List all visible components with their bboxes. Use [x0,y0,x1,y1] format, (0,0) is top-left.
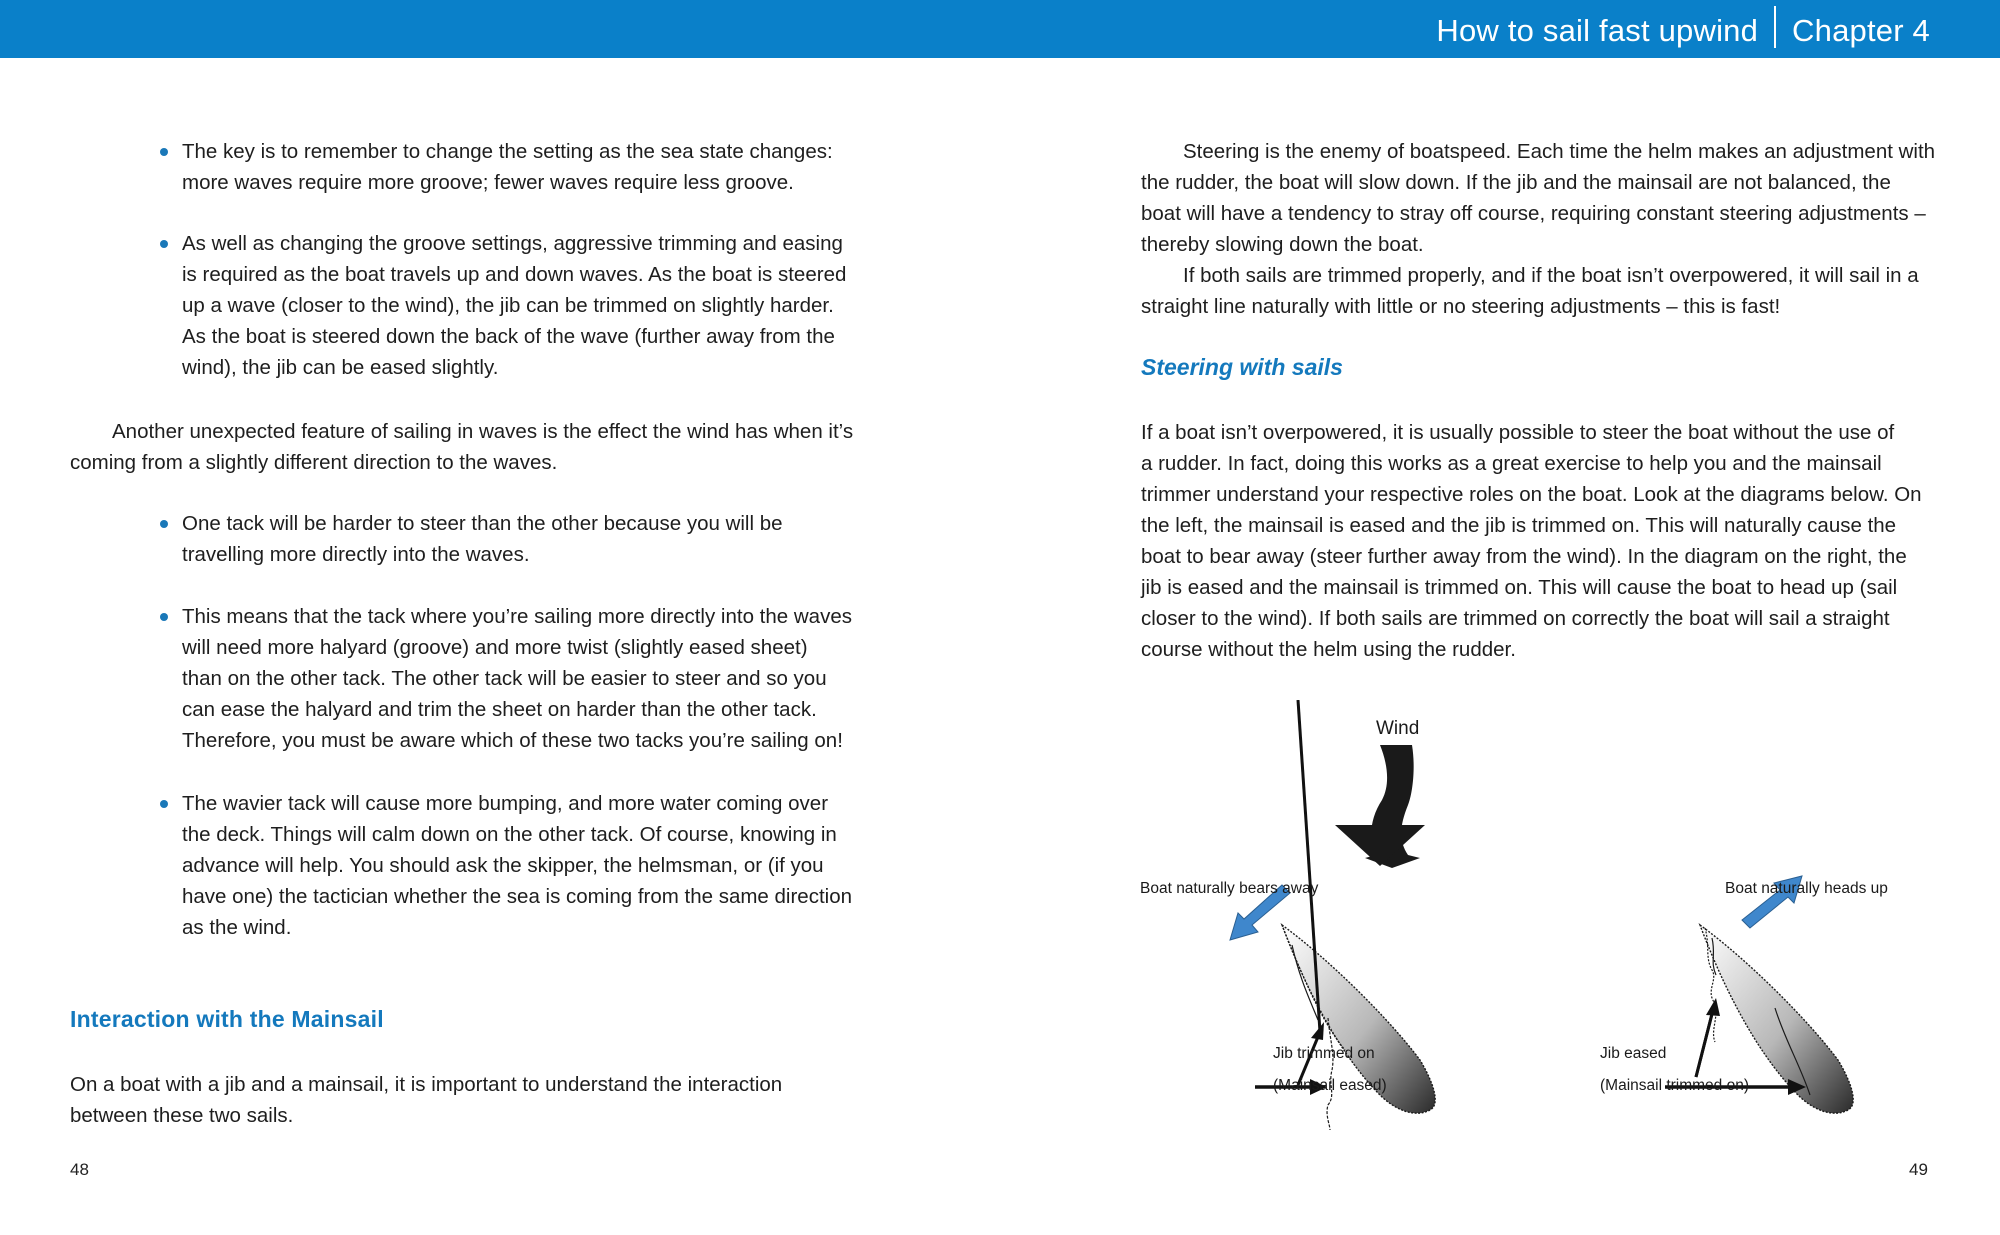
body-paragraph: Another unexpected feature of sailing in waves is the effect the wind has when it’s coming from a slightly different direction to the waves. [70,420,854,474]
wind-arrow-icon [1335,745,1425,868]
mainsail-trimmed-label: (Mainsail trimmed on) [1600,1077,1750,1094]
section-heading: Interaction with the Mainsail [70,1006,384,1032]
section-title: How to sail fast upwind [1436,13,1759,48]
running-header [1436,10,1930,52]
jib-trimmed-label: Jib trimmed on [1273,1045,1375,1062]
bullet-text: As well as changing the groove settings, aggressive trimming and easing is required as the boat travels up and down waves. As the boat is steered up a wave (closer to the wind), the jib can be trimmed on slightly harder. As the boat is steered down the back of the wave (further away from the wind), the jib can be eased slightly. [182,232,847,379]
jib-eased-label: Jib eased [1600,1045,1667,1062]
body-paragraph: Steering is the enemy of boatspeed. Each time the helm makes an adjustment with the rudder, the boat will slow down. If the jib and the mainsail are not balanced, the boat will have a tendency to stray off course, requiring constant steering adjustments – thereby slowing down the boat. If both sails are trimmed properly, and if the boat isn’t overpowered, it will sail in a straight line naturally with little or no steering adjustments – this is fast! [1141,140,1936,318]
bullet-text: This means that the tack where you’re sailing more directly into the waves will need more halyard (groove) and more twist (slightly eased sheet) than on the other tack. The other tack will be easier to steer and so you can ease the halyard and trim the sheet on harder than the other tack. Therefore, you must be aware which of these two tacks you’re sailing on! [182,605,852,752]
bullet-text: One tack will be harder to steer than the other because you will be travelling more directly into the waves. [182,512,783,566]
bullet-icon [160,240,168,248]
chapter-header-bar [0,0,2000,58]
mainsail-eased-label: (Mainsail eased) [1273,1077,1387,1094]
page-number: 48 [70,1160,89,1179]
steering-with-sails-diagram [1130,700,1950,1140]
bullet-icon [160,613,168,621]
heads-up-label: Boat naturally heads up [1725,880,1888,897]
bullet-text: The wavier tack will cause more bumping, and more water coming over the deck. Things will calm down on the other tack. Of course, knowing in advance will help. You should ask the skipper, the helmsman, or (if you have one) the tactician whether the sea is coming from the same direction as the wind. [182,792,853,939]
bullet-text: The key is to remember to change the setting as the sea state changes: more waves require more groove; fewer waves require less groove. [182,140,833,194]
bears-away-label: Boat naturally bears away [1140,880,1319,897]
diagram-graphic [1130,700,1950,1140]
wind-label: Wind [1376,718,1420,739]
section-heading: Steering with sails [1141,354,1343,380]
bullet-icon [160,148,168,156]
body-paragraph: On a boat with a jib and a mainsail, it is important to understand the interaction between these two sails. [70,1073,783,1127]
chapter-label: Chapter 4 [1792,13,1930,48]
bullet-icon [160,800,168,808]
page-number: 49 [1909,1160,1928,1179]
bullet-icon [160,520,168,528]
header-divider [1774,6,1776,48]
body-paragraph: If a boat isn’t overpowered, it is usually possible to steer the boat without the use of a rudder. In fact, doing this works as a great exercise to help you and the mainsail trimmer understand your respective roles on the boat. Look at the diagrams below. On the left, the mainsail is eased and the jib is trimmed on. This will naturally cause the boat to bear away (steer further away from the wind). In the diagram on the right, the jib is eased and the mainsail is trimmed on. This will cause the boat to head up (sail closer to the wind). If both sails are trimmed on correctly the boat will sail a straight course without the helm using the rudder. [1141,421,1922,661]
